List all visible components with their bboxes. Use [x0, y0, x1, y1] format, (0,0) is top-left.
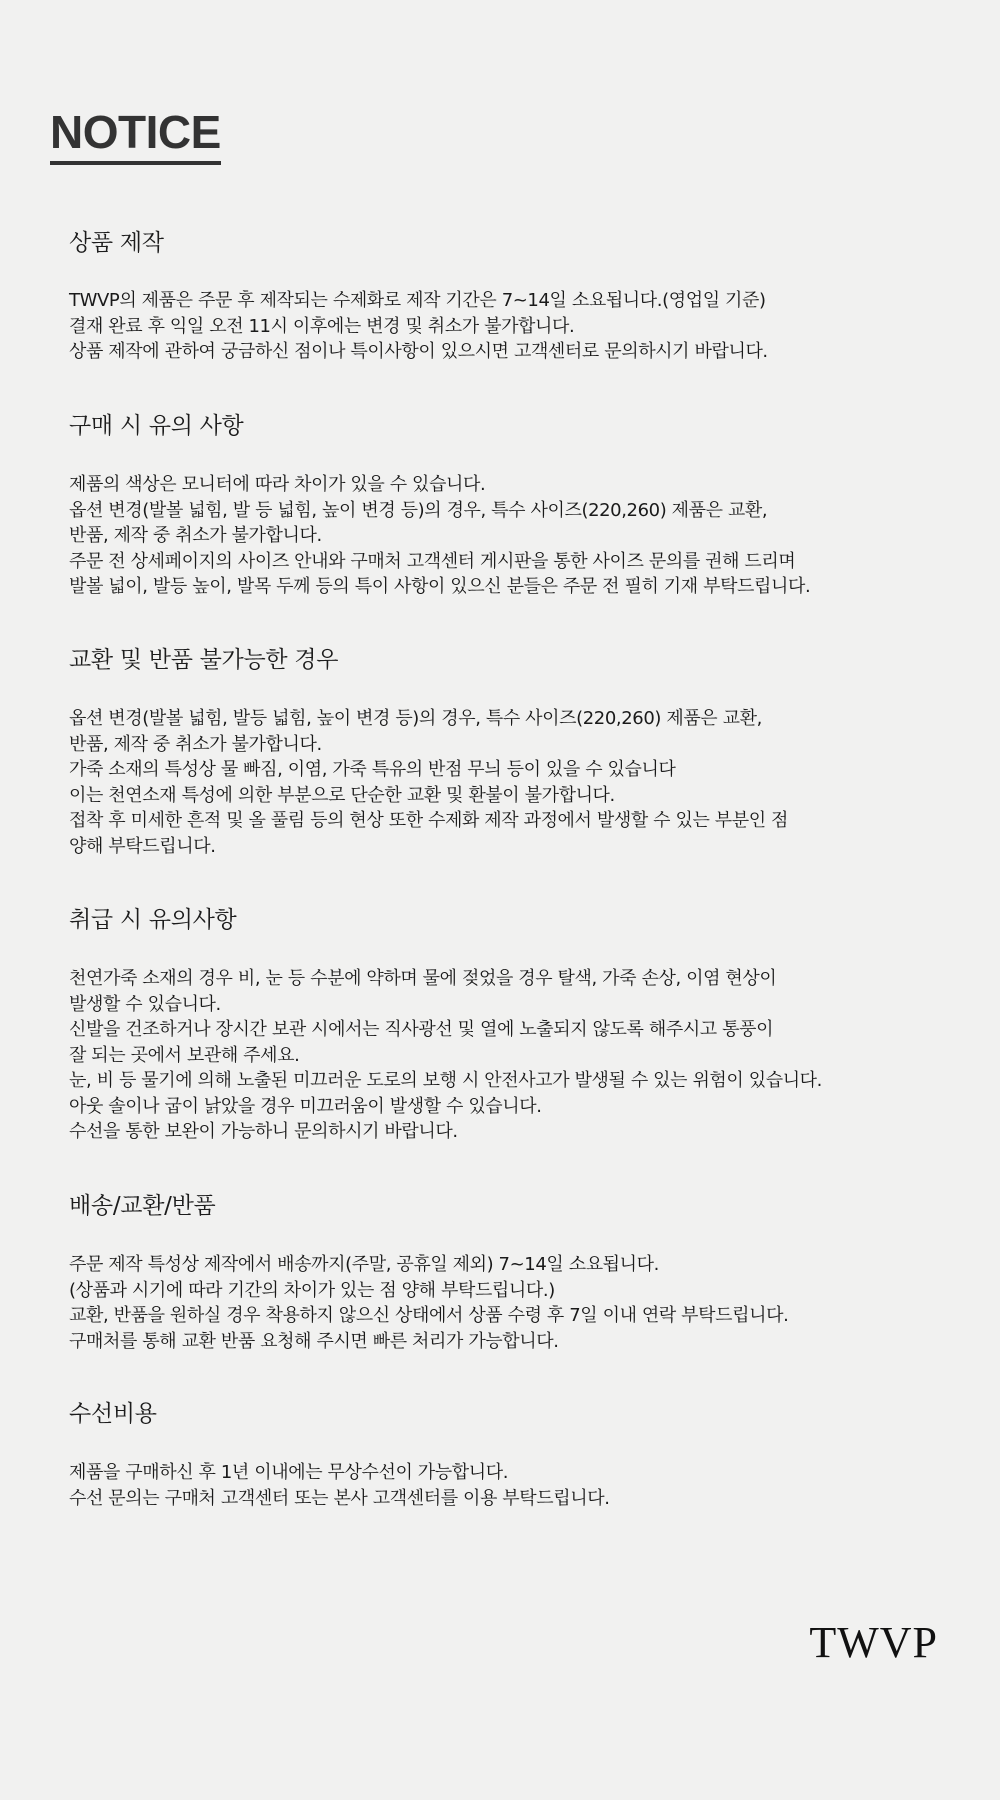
- body-line: 옵션 변경(발볼 넓힘, 발등 넓힘, 높이 변경 등)의 경우, 특수 사이즈(220,260) 제품은 교환,: [69, 708, 762, 729]
- section-repair-cost: [69, 1399, 969, 1511]
- section-heading: 수선비용: [69, 1401, 157, 1427]
- body-line: 이는 천연소재 특성에 의한 부분으로 단순한 교환 및 환불이 불가합니다.: [69, 784, 615, 806]
- body-line: 결재 완료 후 익일 오전 11시 이후에는 변경 및 취소가 불가합니다.: [69, 315, 575, 337]
- section-body: [69, 706, 969, 859]
- section-body: [69, 472, 969, 600]
- section-body: [69, 966, 969, 1145]
- page-title: NOTICE: [50, 105, 221, 165]
- body-line: 발볼 넓이, 발등 높이, 발목 두께 등의 특이 사항이 있으신 분들은 주문 전 필히 기재 부탁드립니다.: [69, 576, 811, 597]
- body-line: 천연가죽 소재의 경우 비, 눈 등 수분에 약하며 물에 젖었을 경우 탈색, 가죽 손상, 이염 현상이: [69, 968, 777, 989]
- body-line: 제품의 색상은 모니터에 따라 차이가 있을 수 있습니다.: [69, 474, 486, 495]
- body-line: 반품, 제작 중 취소가 불가합니다.: [69, 525, 322, 546]
- section-body: [69, 1460, 969, 1511]
- section-heading: 교환 및 반품 불가능한 경우: [69, 647, 339, 673]
- body-line: 신발을 건조하거나 장시간 보관 시에서는 직사광선 및 열에 노출되지 않도록 해주시고 통풍이: [69, 1019, 774, 1040]
- body-line: 제품을 구매하신 후 1년 이내에는 무상수선이 가능합니다.: [69, 1462, 509, 1483]
- section-heading: 취급 시 유의사항: [69, 907, 237, 933]
- body-line: 상품 제작에 관하여 궁금하신 점이나 특이사항이 있으시면 고객센터로 문의하시기 바랍니다.: [69, 341, 768, 362]
- body-line: 가죽 소재의 특성상 물 빠짐, 이염, 가죽 특유의 반점 무늬 등이 있을 수 있습니다: [69, 759, 676, 780]
- section-shipping-exchange-return: [69, 1191, 969, 1354]
- section-heading: 구매 시 유의 사항: [69, 413, 244, 439]
- body-line: 반품, 제작 중 취소가 불가합니다.: [69, 733, 322, 755]
- body-line: (상품과 시기에 따라 기간의 차이가 있는 점 양해 부탁드립니다.): [69, 1279, 555, 1301]
- section-heading: 배송/교환/반품: [69, 1193, 216, 1219]
- body-line: 발생할 수 있습니다.: [69, 993, 221, 1015]
- body-line: 옵션 변경(발볼 넓힘, 발 등 넓힘, 높이 변경 등)의 경우, 특수 사이즈(220,260) 제품은 교환,: [69, 499, 768, 521]
- section-heading: 상품 제작: [69, 230, 164, 256]
- section-purchase-notes: [69, 411, 969, 600]
- brand-logo: TWVP: [809, 1618, 938, 1667]
- section-body: [69, 1252, 969, 1354]
- body-line: 구매처를 통해 교환 반품 요청해 주시면 빠른 처리가 가능합니다.: [69, 1330, 559, 1352]
- section-no-exchange-return: [69, 645, 969, 859]
- body-line: 수선을 통한 보완이 가능하니 문의하시기 바랍니다.: [69, 1121, 458, 1142]
- body-line: 아웃 솔이나 굽이 낡았을 경우 미끄러움이 발생할 수 있습니다.: [69, 1095, 542, 1117]
- section-body: [69, 288, 969, 365]
- body-line: 양해 부탁드립니다.: [69, 835, 216, 857]
- body-line: TWVP의 제품은 주문 후 제작되는 수제화로 제작 기간은 7~14일 소요됩니다.(영업일 기준): [69, 290, 766, 311]
- body-line: 교환, 반품을 원하실 경우 착용하지 않으신 상태에서 상품 수령 후 7일 이내 연락 부탁드립니다.: [69, 1305, 789, 1326]
- body-line: 접착 후 미세한 흔적 및 올 풀림 등의 현상 또한 수제화 제작 과정에서 발생할 수 있는 부분인 점: [69, 810, 789, 831]
- section-product-making: [69, 228, 969, 365]
- body-line: 수선 문의는 구매처 고객센터 또는 본사 고객센터를 이용 부탁드립니다.: [69, 1487, 610, 1509]
- body-line: 주문 제작 특성상 제작에서 배송까지(주말, 공휴일 제외) 7~14일 소요됩니다.: [69, 1254, 659, 1275]
- body-line: 잘 되는 곳에서 보관해 주세요.: [69, 1044, 300, 1066]
- body-line: 눈, 비 등 물기에 의해 노출된 미끄러운 도로의 보행 시 안전사고가 발생될 수 있는 위험이 있습니다.: [69, 1070, 822, 1091]
- section-handling-notes: [69, 905, 969, 1145]
- body-line: 주문 전 상세페이지의 사이즈 안내와 구매처 고객센터 게시판을 통한 사이즈 문의를 권해 드리며: [69, 550, 796, 572]
